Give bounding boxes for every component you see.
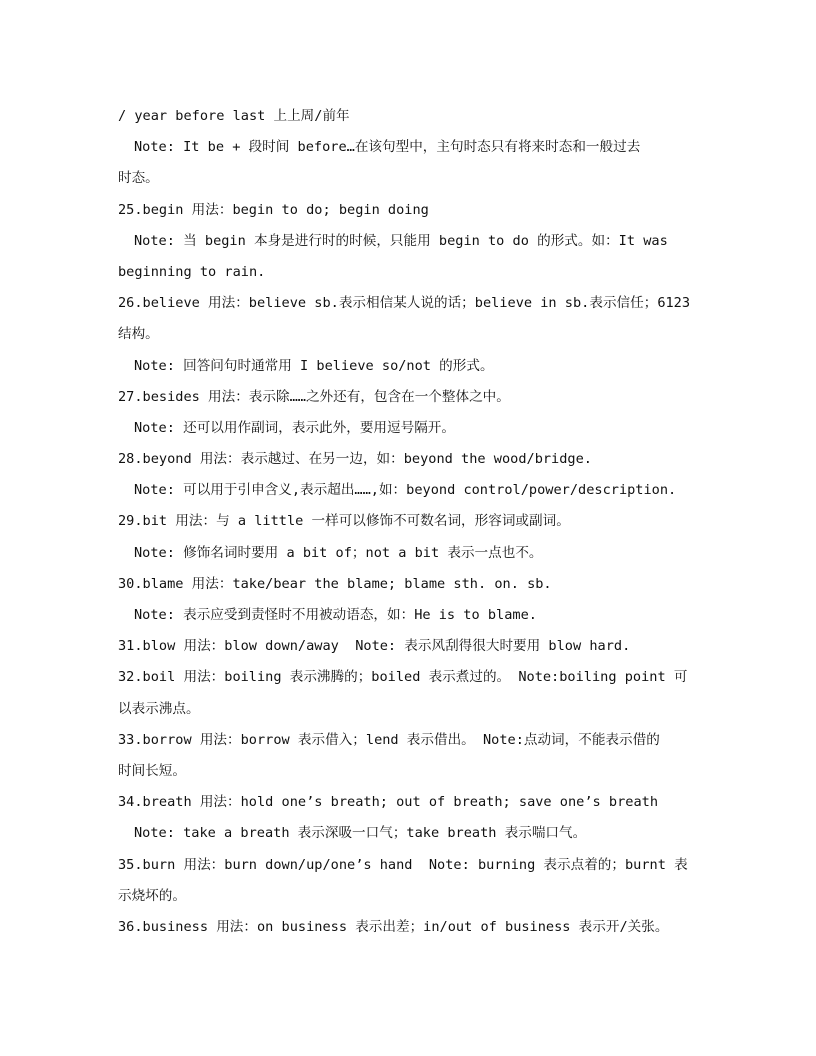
note-line: Note: 表示应受到责怪时不用被动语态，如：He is to blame. (134, 607, 537, 623)
note-line: Note: 还可以用作副词，表示此外，要用逗号隔开。 (134, 419, 455, 436)
note-line: Note: 修饰名词时要用 a bit of；not a bit 表示一点也不。 (134, 544, 543, 561)
entry-line-29: 29.bit 用法：与 a little 一样可以修饰不可数名词，形容词或副词。 (118, 513, 570, 530)
note-line: Note: take a breath 表示深吸一口气；take breath 表示喘口气。 (134, 825, 587, 842)
text-line: / year before last 上上周/前年 (118, 108, 350, 124)
note-line: Note: It be + 段时间 before…在该句型中，主句时态只有将来时态和一般过去 (134, 139, 641, 156)
text-line: 结构。 (118, 326, 159, 343)
entry-line-34: 34.breath 用法：hold one’s breath; out of breath; save one’s breath (118, 794, 659, 811)
entry-line-31: 31.blow 用法：blow down/away Note: 表示风刮得很大时要用 blow hard. (118, 638, 631, 655)
text-line: 时间长短。 (118, 762, 186, 779)
entry-line-30: 30.blame 用法：take/bear the blame; blame sth. on. sb. (118, 575, 552, 592)
entry-line-26: 26.believe 用法：believe sb.表示相信某人说的话；believe in sb.表示信任；6123 (118, 295, 691, 312)
entry-line-35: 35.burn 用法：burn down/up/one’s hand Note: burning 表示点着的；burnt 表 (118, 856, 688, 873)
text-line: 以表示沸点。 (118, 700, 200, 717)
entry-line-27: 27.besides 用法：表示除……之外还有，包含在一个整体之中。 (118, 388, 510, 405)
entry-line-33: 33.borrow 用法：borrow 表示借入；lend 表示借出。 Note:点动词，不能表示借的 (118, 731, 660, 748)
entry-line-32: 32.boil 用法：boiling 表示沸腾的；boiled 表示煮过的。 Note:boiling point 可 (118, 669, 688, 686)
note-line: Note: 当 begin 本身是进行时的时候，只能用 begin to do 的形式。如：It was (134, 232, 668, 249)
note-line: Note: 回答问句时通常用 I believe so/not 的形式。 (134, 357, 494, 374)
document-body (118, 101, 718, 943)
entry-line-25: 25.begin 用法：begin to do; begin doing (118, 201, 429, 218)
text-line: 示烧坏的。 (118, 887, 186, 904)
entry-line-28: 28.beyond 用法：表示越过、在另一边，如：beyond the wood/bridge. (118, 451, 592, 468)
note-line: Note: 可以用于引申含义,表示超出……,如：beyond control/power/description. (134, 482, 677, 499)
text-line: beginning to rain. (118, 263, 266, 280)
text-line: 时态。 (118, 170, 159, 187)
entry-line-36: 36.business 用法：on business 表示出差；in/out of business 表示开/关张。 (118, 918, 669, 935)
